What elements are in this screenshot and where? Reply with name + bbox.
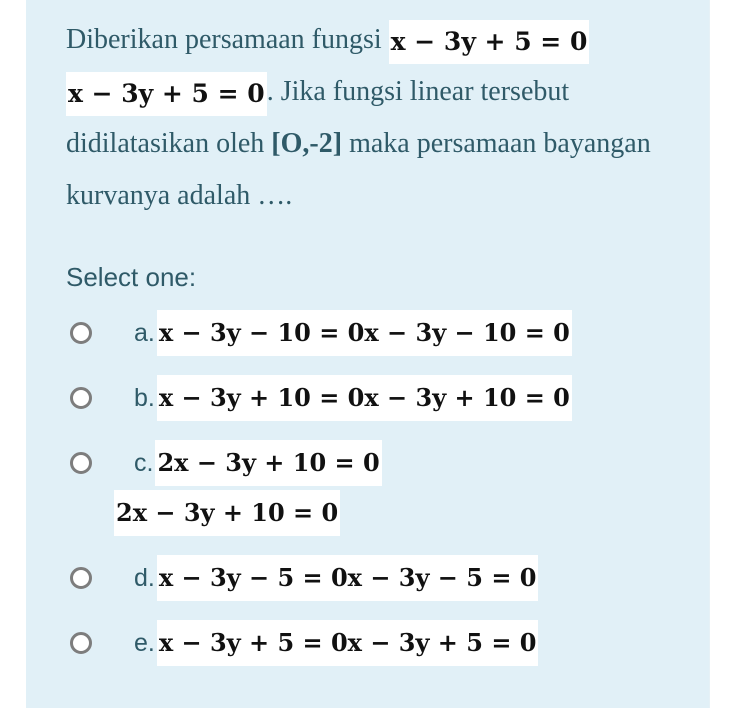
option-a[interactable] <box>70 310 572 356</box>
question-equation-rendered: x − 3y + 5 = 0 <box>389 20 590 64</box>
option-answer: 2x − 3y + 10 = 0 <box>155 440 381 486</box>
option-answer-continuation: 2x − 3y + 10 = 0 <box>114 490 340 536</box>
option-letter: d. <box>134 563 155 592</box>
radio-button-c[interactable] <box>70 452 92 474</box>
radio-button-a[interactable] <box>70 322 92 344</box>
radio-button-e[interactable] <box>70 632 92 654</box>
question-text <box>66 14 686 222</box>
question-panel <box>26 0 710 708</box>
option-b[interactable] <box>70 375 572 421</box>
question-body: . Jika fungsi linear tersebut didilatasikan oleh <box>66 76 570 159</box>
option-answer: x − 3y + 5 = 0x − 3y + 5 = 0 <box>157 620 539 666</box>
question-intro: Diberikan persamaan fungsi <box>66 24 389 55</box>
option-e[interactable] <box>70 620 538 666</box>
option-letter: b. <box>134 383 155 412</box>
question-equation-source: x − 3y + 5 = 0 <box>66 72 267 116</box>
option-letter: c. <box>134 448 154 477</box>
option-letter: e. <box>134 628 155 657</box>
option-answer: x − 3y − 10 = 0x − 3y − 10 = 0 <box>157 310 572 356</box>
option-letter: a. <box>134 318 155 347</box>
option-answer: x − 3y − 5 = 0x − 3y − 5 = 0 <box>157 555 539 601</box>
option-c[interactable] <box>70 440 382 486</box>
question-closing: maka persamaan bayangan kurvanya adalah …. <box>66 128 651 211</box>
select-one-prompt: Select one: <box>66 262 197 292</box>
radio-button-d[interactable] <box>70 567 92 589</box>
option-c-wrapped-line <box>114 490 340 536</box>
option-d[interactable] <box>70 555 538 601</box>
radio-button-b[interactable] <box>70 387 92 409</box>
dilation-factor: [O,-2] <box>271 128 343 159</box>
option-answer: x − 3y + 10 = 0x − 3y + 10 = 0 <box>157 375 572 421</box>
